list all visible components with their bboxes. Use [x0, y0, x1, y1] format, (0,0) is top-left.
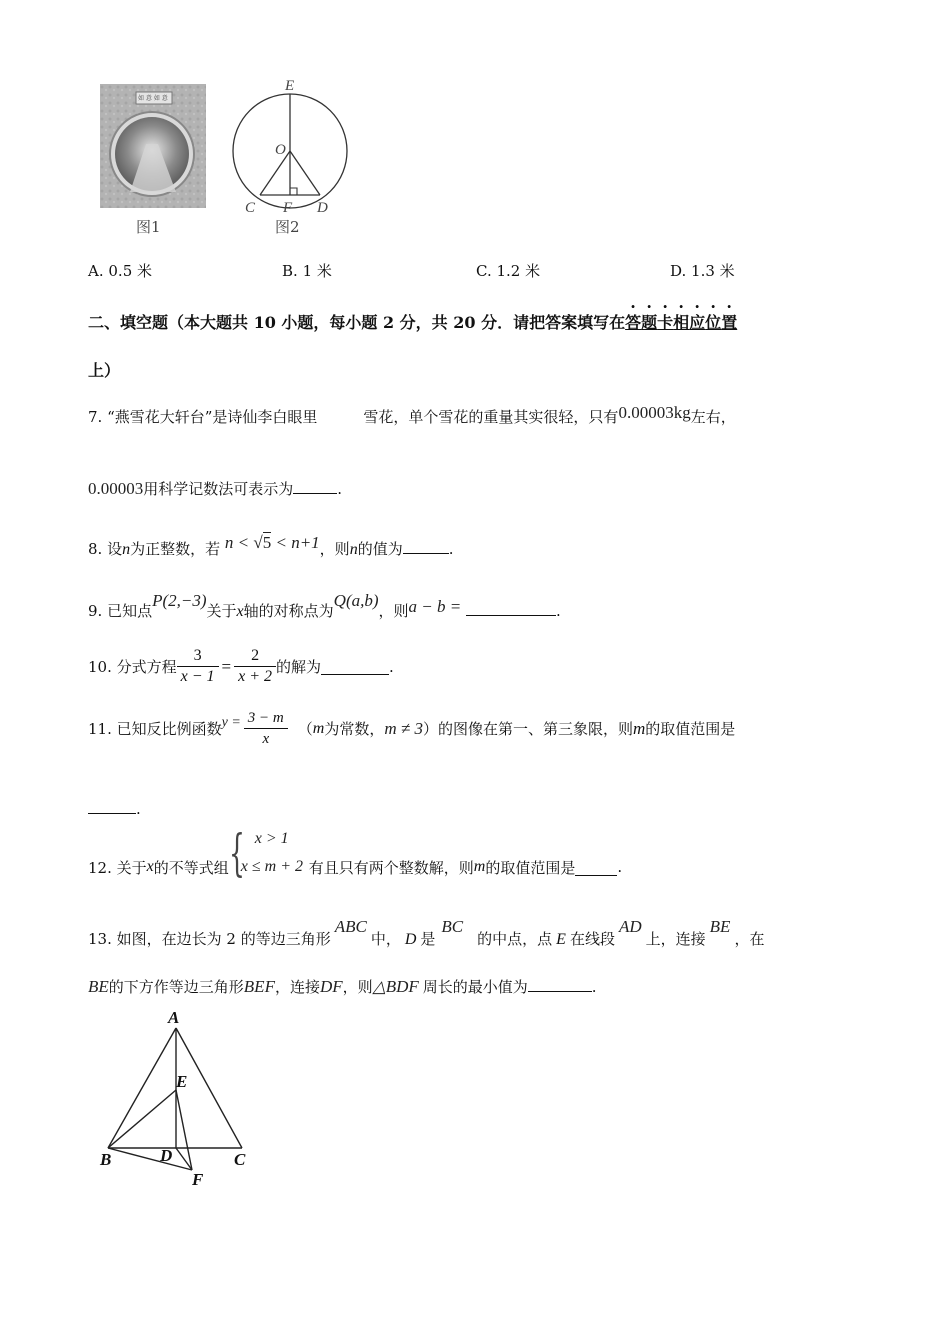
option-text: 1.3 米 — [691, 262, 735, 280]
question-12: 12. 关于 x 的不等式组 { x > 1 x ≤ m + 2 有且只有两个整数解，则 m 的取值范围是 . — [88, 824, 623, 882]
label-E: E — [176, 1072, 188, 1091]
label-B: B — [100, 1150, 112, 1169]
fraction-function: $\frac{3 - m}{x}$ — [244, 708, 288, 749]
option-letter: B. — [282, 262, 298, 280]
option-d[interactable] — [670, 260, 735, 281]
inequality: n < √5 < n+1 — [224, 533, 320, 552]
label-O: O — [275, 142, 286, 158]
label-F: F — [283, 200, 293, 216]
fraction-left: $\frac{3}{x - 1}$ — [177, 646, 219, 687]
label-D: D — [317, 200, 328, 216]
answer-blank[interactable] — [88, 813, 136, 814]
question-13-line-2: BE的下方作等边三角形BEF，连接DF，则△BDF 周长的最小值为 . — [88, 977, 597, 996]
point-Q: Q(a,b) — [333, 591, 379, 610]
label-F: F — [192, 1170, 204, 1189]
answer-blank[interactable] — [403, 553, 449, 554]
answer-blank[interactable] — [575, 859, 617, 876]
figure-triangle — [96, 1008, 266, 1194]
mass-value: 0.00003kg — [618, 403, 691, 422]
point-P: P(2,−3) — [152, 591, 207, 610]
option-a[interactable] — [88, 260, 152, 281]
question-11-blank-line: . — [88, 800, 141, 818]
label-C: C — [234, 1150, 246, 1169]
figure-1-caption: 图1 — [136, 218, 161, 236]
label-E: E — [285, 78, 295, 94]
figure-2-caption: 图2 — [275, 218, 300, 236]
question-8: 8. 设n为正整数，若 n < √5 < n+1，则n的值为 . — [88, 533, 454, 558]
section-heading-text: 二、填空题（本大题共 10 小题，每小题 2 分，共 20 分．请把答案填写在 — [88, 313, 626, 332]
question-7-line-1: 7. “燕雪花大轩台”是诗仙李白眼里 雪花，单个雪花的重量其实很轻，只有0.00003kg左右， — [88, 403, 736, 426]
option-letter: A. — [88, 262, 104, 280]
question-9: 9. 已知点P(2,−3)关于x轴的对称点为Q(a,b)，则a − b = . — [88, 591, 561, 620]
answer-blank[interactable] — [528, 991, 592, 992]
label-A: A — [168, 1008, 180, 1027]
figure-1 — [100, 84, 206, 208]
option-c[interactable] — [476, 260, 540, 281]
option-b[interactable] — [282, 260, 332, 281]
section-2-heading — [88, 310, 737, 333]
option-letter: D. — [670, 262, 687, 280]
label-D: D — [160, 1146, 173, 1165]
expression: a − b = — [408, 597, 462, 616]
emphasis-text: 答题卡相应位置 — [625, 313, 738, 332]
option-text: 0.5 米 — [108, 262, 153, 280]
question-10: 10. 分式方程 $\frac{3}{x - 1}$ = $\frac{2}{x + 2}$ 的解为 . — [88, 647, 394, 685]
figure-2 — [222, 78, 350, 223]
moon-gate-photo — [100, 84, 206, 208]
answer-blank[interactable] — [293, 493, 337, 494]
figure-1-sign-text: 如 意 如 意 — [138, 95, 168, 102]
label-C: C — [245, 200, 256, 216]
answer-blank[interactable] — [321, 658, 389, 675]
section-2-heading-cont: 上） — [88, 361, 121, 380]
answer-blank[interactable] — [466, 615, 556, 616]
inequality-system: { x > 1 x ≤ m + 2 — [228, 824, 303, 882]
option-text: 1 米 — [302, 262, 332, 280]
question-13-line-1: 13. 如图，在边长为 2 的等边三角形ABC中， D 是BC的中点，点 E 在线段AD上，连接BE，在 — [88, 917, 765, 948]
option-text: 1.2 米 — [496, 262, 541, 280]
question-11: 11. 已知反比例函数 y = $\frac{3 - m}{x}$ （ m 为常数， m ≠ 3 ）的图像在第一、第三象限，则 m 的取值范围是 — [88, 710, 736, 747]
question-7-line-2: 0.00003用科学记数法可表示为 . — [88, 479, 343, 498]
fraction-right: $\frac{2}{x + 2}$ — [234, 646, 276, 687]
option-letter: C. — [476, 262, 492, 280]
